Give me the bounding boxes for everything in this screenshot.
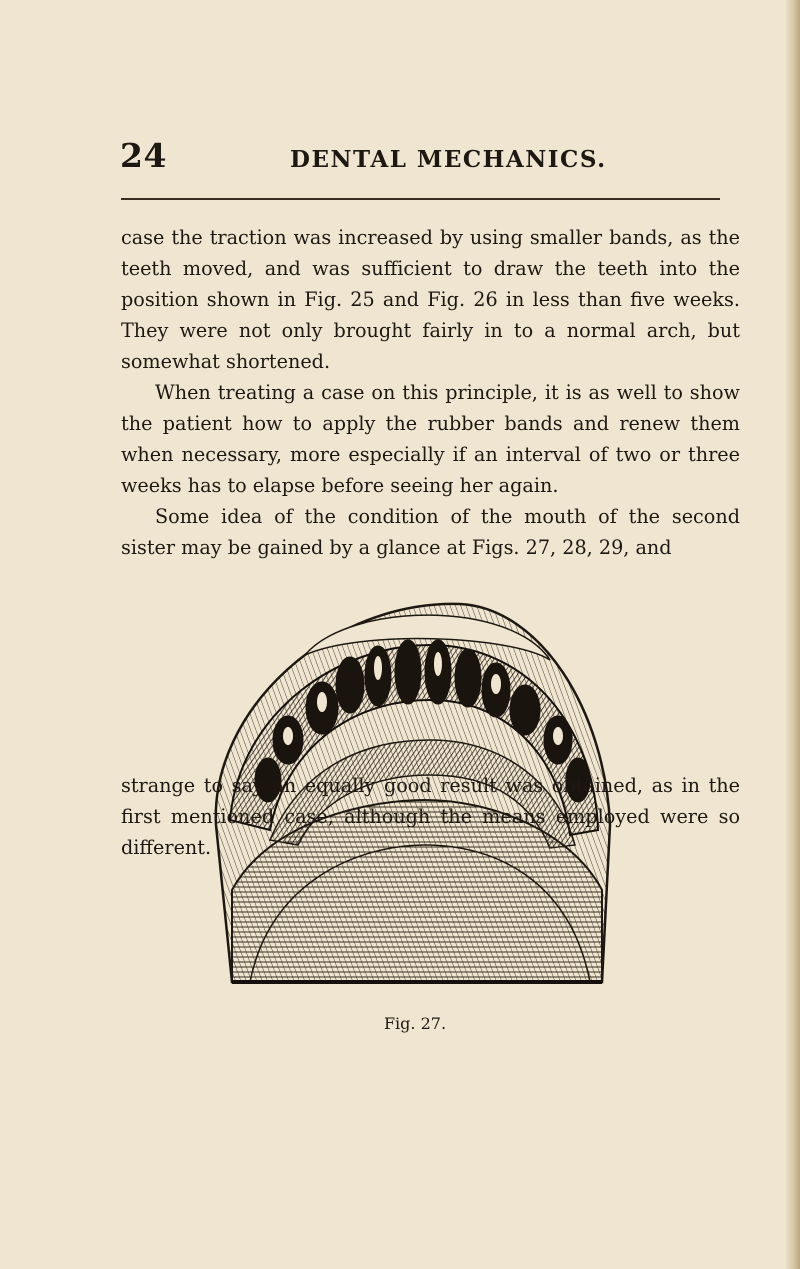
running-title: DENTAL MECHANICS. <box>290 146 607 173</box>
body-text-bottom <box>121 770 740 863</box>
paragraph-2: When treating a case on this principle, it is as well to show the patient how to apply the rubber bands and renew them when necessary, more especially if an interval of two or three weeks has to elapse before seeing her again. <box>121 381 740 497</box>
body-text-top <box>121 222 740 563</box>
figure-caption: Fig. 27. <box>383 1014 447 1033</box>
header-rule <box>121 198 720 200</box>
page-number: 24 <box>120 136 167 175</box>
paragraph-3: Some idea of the condition of the mouth of the second sister may be gained by a glance at Figs. 27, 28, 29, and <box>121 505 740 559</box>
page-edge <box>786 0 800 1269</box>
paragraph-1: case the traction was increased by using smaller bands, as the teeth moved, and was sufficient to draw the teeth into the position shown in Fig. 25 and Fig. 26 in less than five weeks. They were not only brought fairly in to a normal arch, but somewhat shortened. <box>121 226 740 373</box>
page-header <box>0 128 800 188</box>
paragraph-4: strange to say an equally good result was obtained, as in the first mentioned case, although the means employed were so different. <box>121 774 740 859</box>
